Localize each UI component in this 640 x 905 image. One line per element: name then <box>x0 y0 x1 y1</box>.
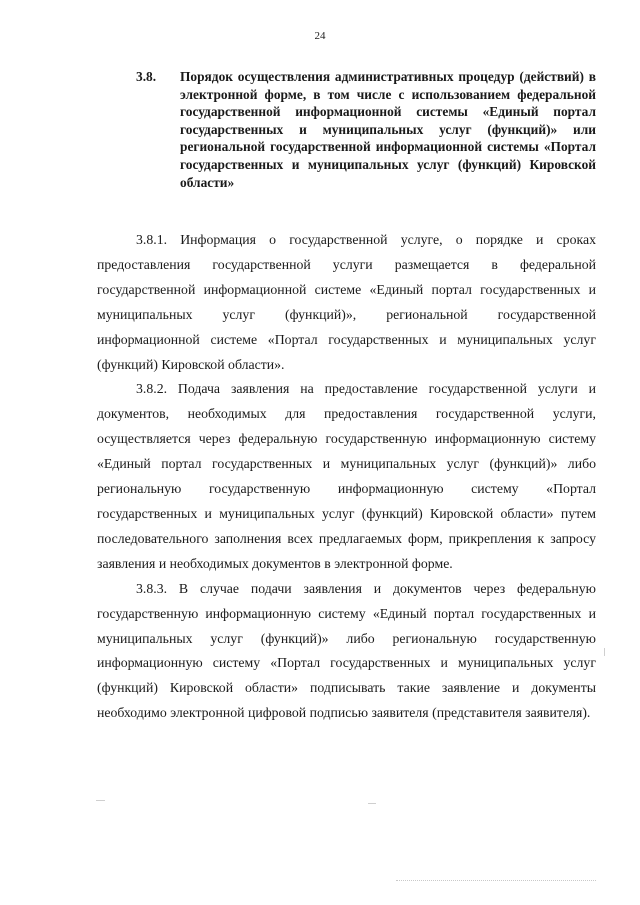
scan-mark-right <box>604 648 605 656</box>
paragraph-3-8-2: 3.8.2. Подача заявления на предоставление государственной услуги и документов, необходимых для предоставления государственной услуги, осуществляется через федеральную государственную информационную систему «Единый портал государственных и муниципальных услуг (функций)» либо региональную государственную информационную систему «Портал государственных и муниципальных услуг (функций) Кировской области» путем последовательного заполнения всех предлагаемых форм, прикрепления к запросу заявления и необходимых документов в электронной форме. <box>97 381 596 571</box>
body-text <box>97 228 596 726</box>
scan-mark-left <box>96 800 105 801</box>
section-heading <box>136 68 596 191</box>
section-title: Порядок осуществления административных процедур (действий) в электронной форме, в том числе с использованием федеральной государственной информационной системы «Единый портал государственных и муниципальных услуг (функций)» или региональной государственной информационной системы «Портал государственных и муниципальных услуг (функций) Кировской области» <box>180 69 596 190</box>
section-number: 3.8. <box>136 69 157 84</box>
scan-mark-bottom <box>368 803 376 804</box>
page-number: 24 <box>314 30 326 42</box>
scan-specks <box>396 880 596 887</box>
paragraph-3-8-3: 3.8.3. В случае подачи заявления и документов через федеральную государственную информационную систему «Единый портал государственных и муниципальных услуг (функций)» либо региональную государственную информационную систему «Портал государственных и муниципальных услуг (функций) Кировской области» подписывать такие заявление и документы необходимо электронной цифровой подписью заявителя (представителя заявителя). <box>97 580 596 721</box>
paragraph-3-8-1: 3.8.1. Информация о государственной услуге, о порядке и сроках предоставления государственной услуги размещается в федеральной государственной информационной системе «Единый портал государственных и муниципальных услуг (функций)», региональной государственной информационной системе «Портал государственных и муниципальных услуг (функций) Кировской области». <box>97 232 596 372</box>
